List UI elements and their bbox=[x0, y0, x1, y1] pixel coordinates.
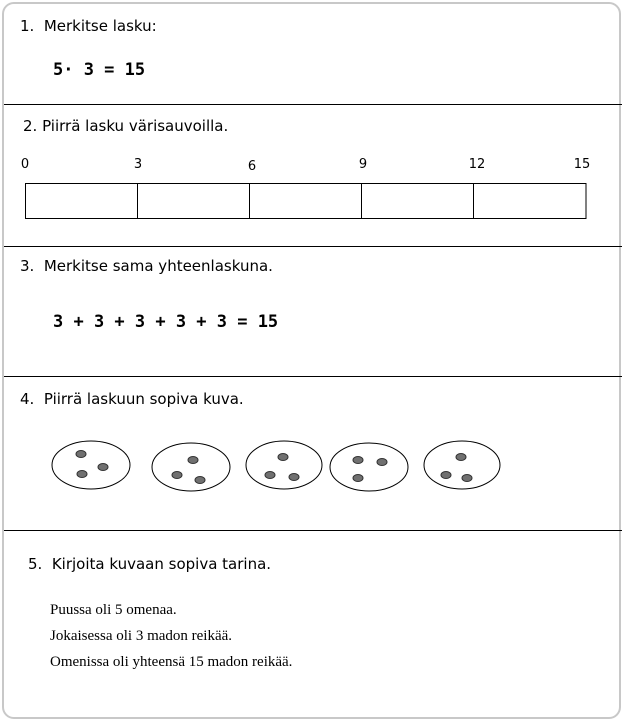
apple-group bbox=[152, 443, 230, 491]
apple-group bbox=[52, 441, 130, 489]
dot-icon bbox=[265, 472, 275, 479]
dot-icon bbox=[172, 472, 182, 479]
apple-groups-drawing bbox=[0, 430, 627, 500]
task-1-equation: 5· 3 = 15 bbox=[53, 60, 146, 80]
rod-segment bbox=[250, 184, 362, 219]
dot-icon bbox=[456, 454, 466, 461]
task-3-equation: 3 + 3 + 3 + 3 + 3 = 15 bbox=[53, 312, 279, 332]
task-1-heading: 1. Merkitse lasku: bbox=[20, 17, 157, 35]
dot-icon bbox=[77, 471, 87, 478]
dot-icon bbox=[98, 464, 108, 471]
dot-icon bbox=[289, 474, 299, 481]
dot-icon bbox=[195, 477, 205, 484]
story-line: Jokaisessa oli 3 madon reikää. bbox=[50, 628, 233, 644]
rod-segment bbox=[26, 184, 138, 219]
number-line-tick: 3 bbox=[133, 157, 143, 172]
dot-icon bbox=[188, 457, 198, 464]
dot-icon bbox=[353, 457, 363, 464]
divider-2 bbox=[4, 246, 622, 247]
rod-segment bbox=[138, 184, 250, 219]
task-2-heading: 2. Piirrä lasku värisauvoilla. bbox=[23, 117, 229, 135]
color-rod-diagram bbox=[25, 183, 587, 219]
dot-icon bbox=[377, 459, 387, 466]
dot-icon bbox=[278, 454, 288, 461]
dot-icon bbox=[441, 472, 451, 479]
task-5-heading: 5. Kirjoita kuvaan sopiva tarina. bbox=[28, 555, 272, 573]
story-line: Puussa oli 5 omenaa. bbox=[50, 602, 177, 618]
rod-segment bbox=[474, 184, 587, 219]
apple-group bbox=[330, 443, 408, 491]
story-line: Omenissa oli yhteensä 15 madon reikää. bbox=[50, 654, 293, 670]
divider-1 bbox=[4, 104, 622, 105]
number-line-tick: 12 bbox=[468, 157, 486, 172]
apple-group bbox=[424, 441, 500, 489]
number-line-tick: 9 bbox=[358, 157, 368, 172]
divider-3 bbox=[4, 376, 622, 377]
dot-icon bbox=[76, 451, 86, 458]
number-line-tick: 0 bbox=[20, 157, 30, 172]
number-line-tick: 6 bbox=[247, 159, 257, 174]
dot-icon bbox=[353, 475, 363, 482]
task-4-heading: 4. Piirrä laskuun sopiva kuva. bbox=[20, 390, 244, 408]
dot-icon bbox=[462, 475, 472, 482]
number-line-tick: 15 bbox=[573, 157, 591, 172]
task-3-heading: 3. Merkitse sama yhteenlaskuna. bbox=[20, 257, 273, 275]
divider-4 bbox=[4, 530, 622, 531]
story-text bbox=[50, 597, 292, 675]
apple-group bbox=[246, 441, 322, 489]
rod-segment bbox=[362, 184, 474, 219]
